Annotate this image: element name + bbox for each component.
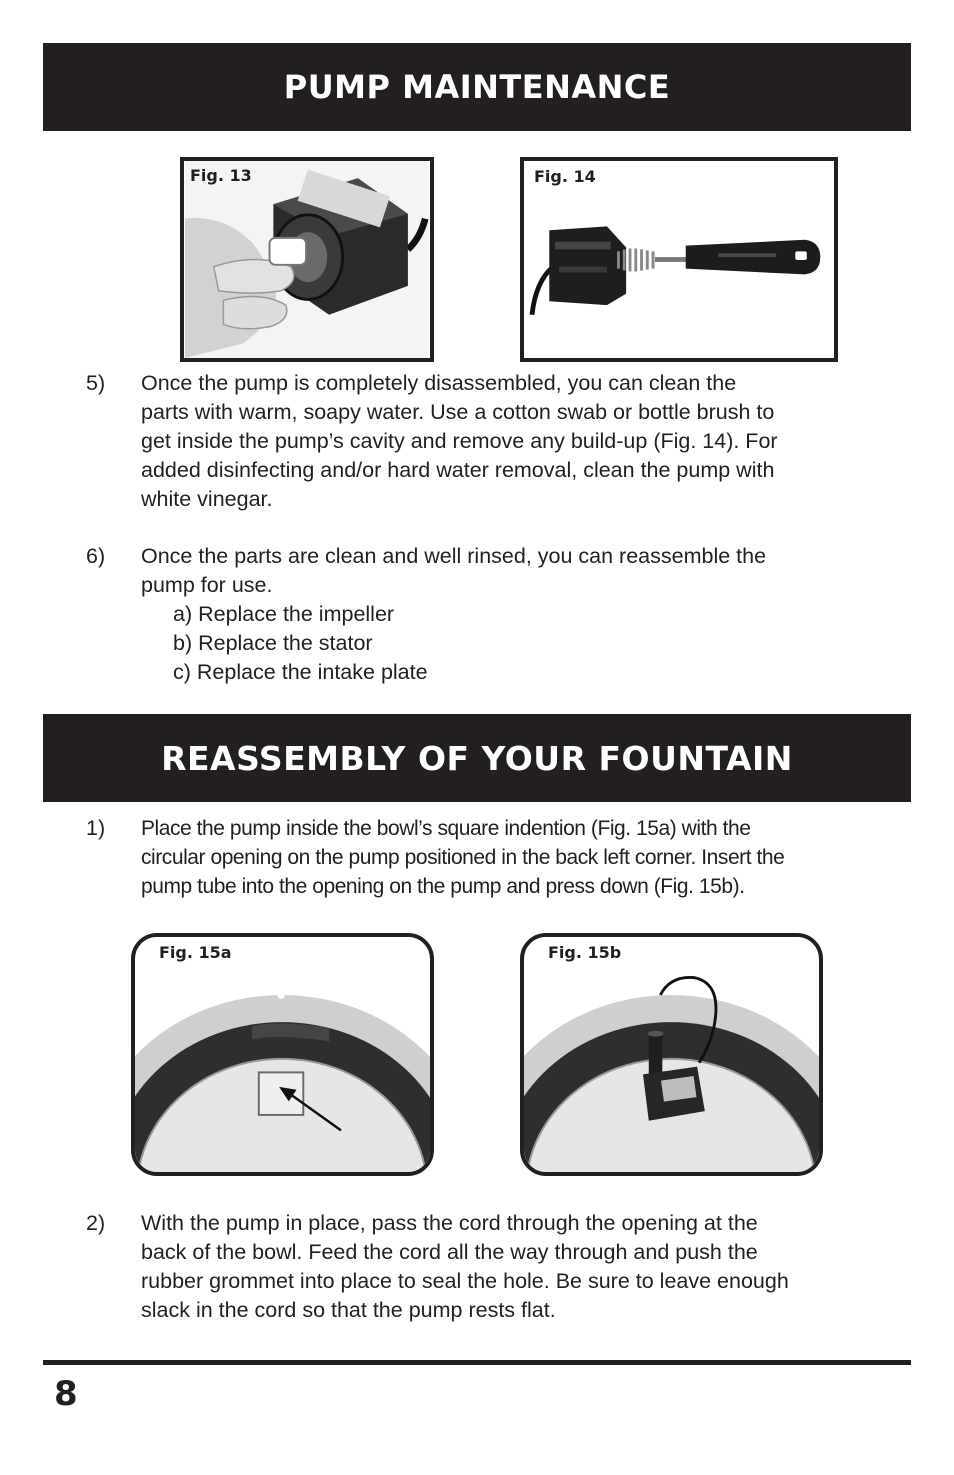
step-line: With the pump in place, pass the cord through the opening at the: [141, 1211, 758, 1235]
figure-13-label: Fig. 13: [190, 166, 252, 185]
step-line: slack in the cord so that the pump rests flat.: [141, 1298, 556, 1322]
page-number: 8: [54, 1374, 78, 1414]
step-text: [141, 1209, 871, 1325]
footer-rule: [43, 1360, 911, 1365]
step-line: Once the pump is completely disassembled, you can clean the: [141, 371, 737, 395]
step-line: get inside the pump’s cavity and remove any build-up (Fig. 14). For: [141, 429, 778, 453]
figure-13: [180, 157, 434, 362]
step-line: pump tube into the opening on the pump and press down (Fig. 15b).: [141, 875, 745, 898]
step-line: Once the parts are clean and well rinsed, you can reassemble the: [141, 544, 767, 568]
substep-b: b) Replace the stator: [173, 631, 373, 655]
section-header-reassembly: [43, 714, 911, 802]
figure-14-label: Fig. 14: [534, 167, 596, 186]
figure-15a: [131, 933, 434, 1176]
section-title: REASSEMBLY OF YOUR FOUNTAIN: [161, 738, 793, 778]
figure-15a-label: Fig. 15a: [159, 943, 232, 962]
step-line: pump for use.: [141, 573, 273, 597]
figure-15b-photo: [524, 937, 819, 1172]
figure-15b-label: Fig. 15b: [548, 943, 622, 962]
step-number: 6): [86, 544, 106, 568]
step-line: Place the pump inside the bowl’s square indention (Fig. 15a) with the: [141, 817, 751, 840]
step-line: circular opening on the pump positioned in the back left corner. Insert the: [141, 846, 785, 869]
substep-c: c) Replace the intake plate: [173, 660, 428, 684]
step-text: [141, 814, 881, 901]
step-line: rubber grommet into place to seal the hole. Be sure to leave enough: [141, 1269, 789, 1293]
step-line: white vinegar.: [141, 487, 273, 511]
section-title: PUMP MAINTENANCE: [283, 68, 671, 106]
figure-13-photo: [184, 161, 430, 358]
step-number: 1): [86, 816, 106, 840]
step-line: back of the bowl. Feed the cord all the way through and push the: [141, 1240, 758, 1264]
figure-14-photo: [524, 161, 834, 358]
section-header-pump-maintenance: [43, 43, 911, 131]
step-number: 2): [86, 1211, 106, 1235]
step-number: 5): [86, 371, 106, 395]
step-text: [141, 542, 871, 600]
figure-15a-photo: [135, 937, 430, 1172]
step-line: parts with warm, soapy water. Use a cotton swab or bottle brush to: [141, 400, 775, 424]
step-line: added disinfecting and/or hard water removal, clean the pump with: [141, 458, 775, 482]
figure-14: [520, 157, 838, 362]
step-text: [141, 369, 871, 514]
figure-15b: [520, 933, 823, 1176]
substep-a: a) Replace the impeller: [173, 602, 395, 626]
